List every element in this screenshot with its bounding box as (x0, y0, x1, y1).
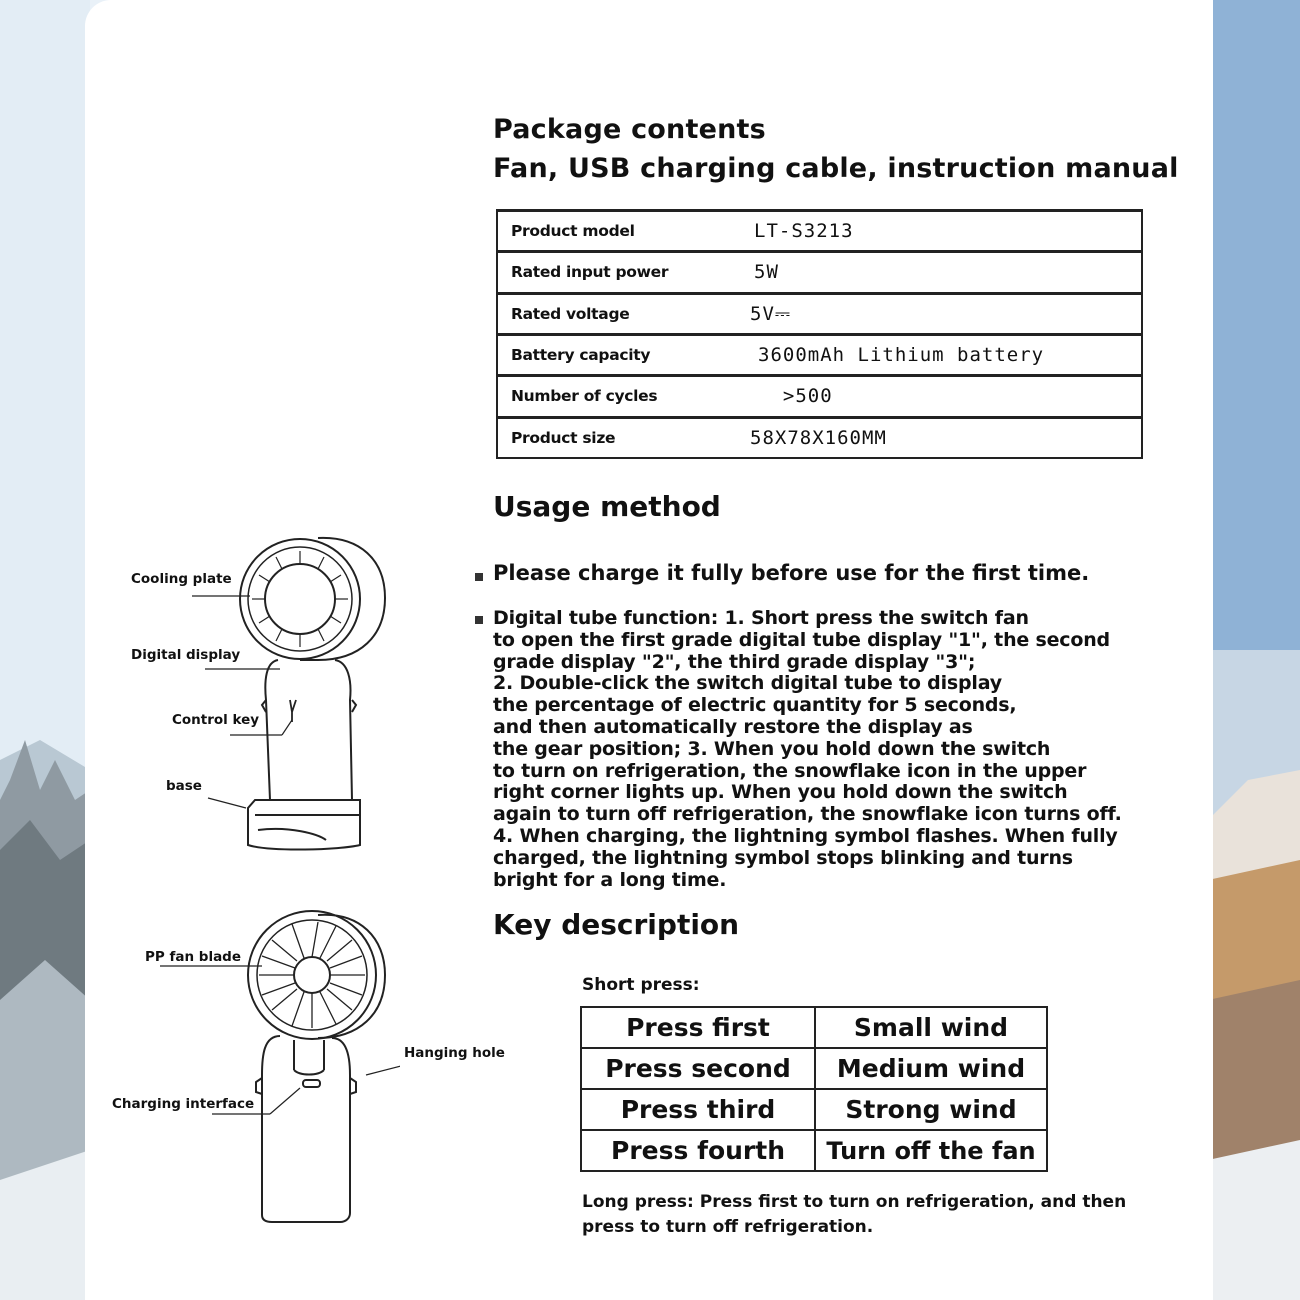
label-charging-interface: Charging interface (112, 1096, 255, 1112)
key-press: Press third (581, 1089, 815, 1130)
spec-value: LT-S3213 (736, 211, 1142, 252)
package-contents-items: Fan, USB charging cable, instruction manual (493, 153, 1179, 184)
bullet-icon (475, 573, 483, 581)
spec-label: Rated input power (497, 252, 736, 293)
usage-line: to open the first grade digital tube display "1", the second (493, 628, 1110, 651)
label-hanging-hole: Hanging hole (404, 1045, 505, 1061)
spec-label: Number of cycles (497, 376, 736, 417)
fan-diagram-illustration (100, 520, 400, 1240)
usage-line: 4. When charging, the lightning symbol flashes. When fully (493, 824, 1118, 847)
long-press-line: Long press: Press first to turn on refrigeration, and then (582, 1192, 1127, 1212)
label-digital-display: Digital display (131, 647, 241, 663)
spec-label: Product size (497, 417, 736, 458)
key-result: Small wind (815, 1007, 1047, 1048)
usage-line: right corner lights up. When you hold down the switch (493, 781, 1068, 804)
spec-value: >500 (736, 376, 1142, 417)
usage-line: grade display "2", the third grade display "3"; (493, 650, 976, 673)
usage-line: Digital tube function: 1. Short press the switch fan (493, 607, 1029, 629)
spec-label: Battery capacity (497, 334, 736, 375)
usage-line: the gear position; 3. When you hold down the switch (493, 737, 1051, 760)
key-press: Press fourth (581, 1130, 815, 1171)
spec-value: 5W (736, 252, 1142, 293)
spec-row (497, 417, 1142, 458)
long-press-note (582, 1190, 1142, 1240)
key-row (581, 1007, 1047, 1048)
usage-line: bright for a long time. (493, 868, 727, 891)
specification-table (496, 209, 1143, 459)
usage-line: again to turn off refrigeration, the snowflake icon turns off. (493, 803, 1122, 826)
usage-line: charged, the lightning symbol stops blinking and turns (493, 846, 1073, 869)
background-scenery-left (0, 0, 90, 1300)
key-row (581, 1130, 1047, 1171)
spec-value: 58X78X160MM (736, 417, 1142, 458)
spec-row (497, 293, 1142, 334)
key-result: Turn off the fan (815, 1130, 1047, 1171)
key-press: Press second (581, 1048, 815, 1089)
usage-method-title: Usage method (493, 490, 721, 523)
spec-row (497, 252, 1142, 293)
usage-line: and then automatically restore the display as (493, 715, 973, 738)
key-result: Medium wind (815, 1048, 1047, 1089)
spec-label: Rated voltage (497, 293, 736, 334)
key-press: Press first (581, 1007, 815, 1048)
background-scenery-right (1208, 0, 1300, 1300)
package-contents-title: Package contents (493, 114, 766, 145)
key-description-title: Key description (493, 908, 740, 941)
label-pp-fan-blade: PP fan blade (145, 949, 242, 965)
key-row (581, 1048, 1047, 1089)
spec-value: 5V⎓ (736, 293, 1142, 334)
spec-row (497, 334, 1142, 375)
usage-line: to turn on refrigeration, the snowflake icon in the upper (493, 759, 1087, 782)
usage-point-1: Please charge it fully before use for the first time. (493, 561, 1090, 585)
short-press-label: Short press: (582, 975, 700, 995)
label-base: base (166, 778, 202, 794)
long-press-line: press to turn off refrigeration. (582, 1217, 874, 1237)
usage-line: the percentage of electric quantity for 5 seconds, (493, 694, 1017, 717)
label-control-key: Control key (172, 712, 260, 728)
spec-label: Product model (497, 211, 736, 252)
spec-row (497, 376, 1142, 417)
spec-row (497, 211, 1142, 252)
key-description-table (580, 1006, 1048, 1172)
usage-point-2 (493, 608, 1133, 891)
usage-line: 2. Double-click the switch digital tube to display (493, 672, 1002, 695)
key-row (581, 1089, 1047, 1130)
label-cooling-plate: Cooling plate (131, 571, 232, 587)
key-result: Strong wind (815, 1089, 1047, 1130)
spec-value: 3600mAh Lithium battery (736, 334, 1142, 375)
bullet-icon (475, 616, 483, 624)
